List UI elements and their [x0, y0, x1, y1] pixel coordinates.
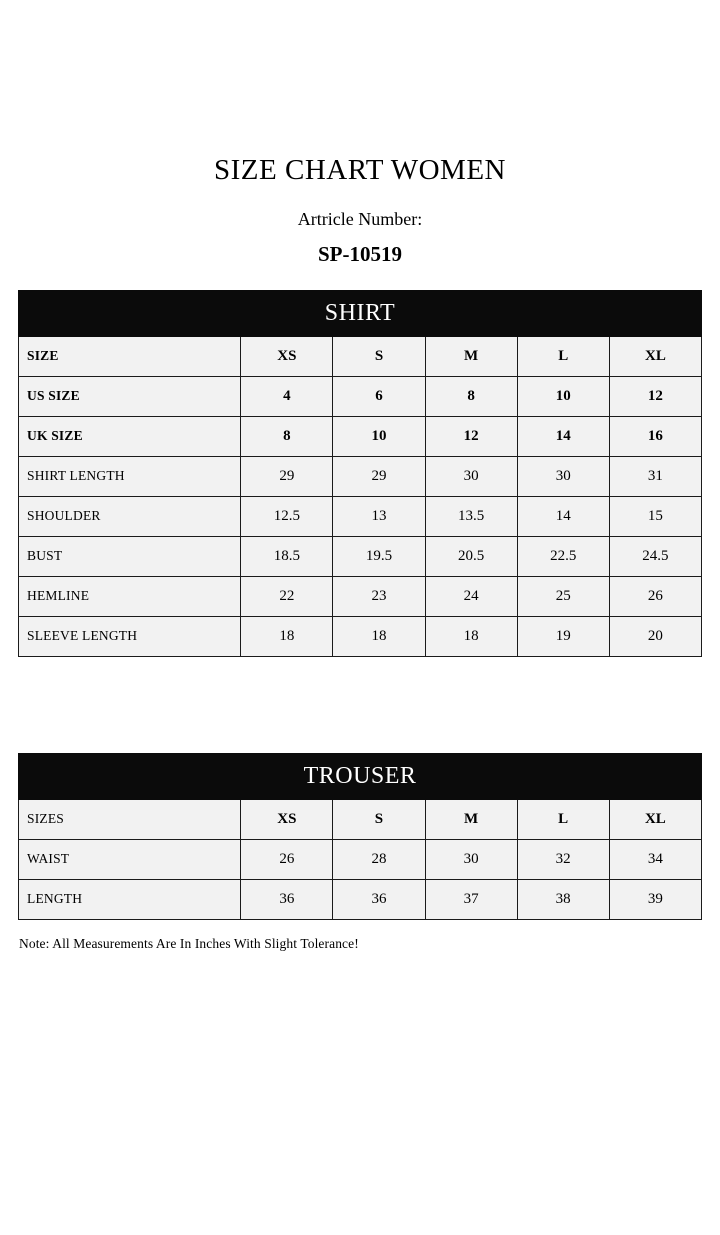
table-row: [19, 376, 702, 416]
shirt-cell: 22.5: [517, 536, 609, 576]
shirt-header-size: SIZE: [19, 336, 241, 376]
shirt-section-title: SHIRT: [19, 290, 702, 336]
shirt-cell: 24: [425, 576, 517, 616]
page-title: SIZE CHART WOMEN: [214, 154, 506, 186]
trouser-cell: 36: [241, 879, 333, 919]
shirt-cell: 24.5: [609, 536, 701, 576]
trouser-cell: 34: [609, 839, 701, 879]
trouser-size-table: [18, 753, 702, 920]
shirt-cell: 10: [517, 376, 609, 416]
shirt-cell: 18: [241, 616, 333, 656]
shirt-cell: 18: [333, 616, 425, 656]
shirt-cell: 8: [425, 376, 517, 416]
shirt-cell: 12: [609, 376, 701, 416]
shirt-cell: 23: [333, 576, 425, 616]
table-row: [19, 456, 702, 496]
table-row: [19, 879, 702, 919]
table-row: [19, 536, 702, 576]
shirt-cell: 8: [241, 416, 333, 456]
shirt-cell: 20: [609, 616, 701, 656]
trouser-table-block: [18, 753, 702, 920]
trouser-cell: 36: [333, 879, 425, 919]
table-row: [19, 416, 702, 456]
shirt-cell: 13: [333, 496, 425, 536]
shirt-row-label: SLEEVE LENGTH: [19, 616, 241, 656]
trouser-cell: 32: [517, 839, 609, 879]
shirt-cell: 14: [517, 416, 609, 456]
shirt-cell: 14: [517, 496, 609, 536]
shirt-cell: 13.5: [425, 496, 517, 536]
article-number-label: Artricle Number:: [297, 208, 423, 229]
shirt-cell: 30: [517, 456, 609, 496]
shirt-row-label: HEMLINE: [19, 576, 241, 616]
shirt-header-m: M: [425, 336, 517, 376]
trouser-column-header-row: [19, 799, 702, 839]
shirt-size-table: [18, 290, 702, 657]
trouser-row-label: LENGTH: [19, 879, 241, 919]
shirt-cell: 16: [609, 416, 701, 456]
trouser-row-label: WAIST: [19, 839, 241, 879]
shirt-cell: 19.5: [333, 536, 425, 576]
trouser-header-xl: XL: [609, 799, 701, 839]
shirt-row-label: US SIZE: [19, 376, 241, 416]
shirt-header-l: L: [517, 336, 609, 376]
shirt-cell: 15: [609, 496, 701, 536]
table-row: [19, 839, 702, 879]
shirt-header-xl: XL: [609, 336, 701, 376]
trouser-header-s: S: [333, 799, 425, 839]
shirt-cell: 26: [609, 576, 701, 616]
trouser-header-xs: XS: [241, 799, 333, 839]
trouser-cell: 30: [425, 839, 517, 879]
shirt-cell: 31: [609, 456, 701, 496]
shirt-row-label: SHOULDER: [19, 496, 241, 536]
size-chart-document: [0, 155, 720, 1235]
trouser-section-title: TROUSER: [19, 753, 702, 799]
trouser-cell: 28: [333, 839, 425, 879]
shirt-cell: 4: [241, 376, 333, 416]
shirt-cell: 25: [517, 576, 609, 616]
shirt-cell: 12: [425, 416, 517, 456]
shirt-row-label: BUST: [19, 536, 241, 576]
shirt-cell: 22: [241, 576, 333, 616]
trouser-cell: 26: [241, 839, 333, 879]
shirt-table-block: [18, 290, 702, 657]
trouser-header-l: L: [517, 799, 609, 839]
shirt-row-label: SHIRT LENGTH: [19, 456, 241, 496]
table-row: [19, 576, 702, 616]
shirt-cell: 30: [425, 456, 517, 496]
shirt-column-header-row: [19, 336, 702, 376]
table-row: [19, 496, 702, 536]
shirt-cell: 10: [333, 416, 425, 456]
shirt-cell: 18.5: [241, 536, 333, 576]
shirt-cell: 29: [241, 456, 333, 496]
shirt-cell: 20.5: [425, 536, 517, 576]
shirt-cell: 19: [517, 616, 609, 656]
shirt-header-xs: XS: [241, 336, 333, 376]
trouser-header-m: M: [425, 799, 517, 839]
trouser-cell: 37: [425, 879, 517, 919]
table-row: [19, 616, 702, 656]
trouser-cell: 38: [517, 879, 609, 919]
shirt-cell: 29: [333, 456, 425, 496]
shirt-cell: 18: [425, 616, 517, 656]
article-number-value: SP-10519: [318, 242, 402, 267]
shirt-section-header-row: [19, 290, 702, 336]
trouser-section-header-row: [19, 753, 702, 799]
trouser-cell: 39: [609, 879, 701, 919]
shirt-cell: 12.5: [241, 496, 333, 536]
shirt-row-label: UK SIZE: [19, 416, 241, 456]
shirt-header-s: S: [333, 336, 425, 376]
trouser-header-sizes: SIZES: [19, 799, 241, 839]
measurement-note: Note: All Measurements Are In Inches With Slight Tolerance!: [19, 935, 359, 951]
shirt-cell: 6: [333, 376, 425, 416]
